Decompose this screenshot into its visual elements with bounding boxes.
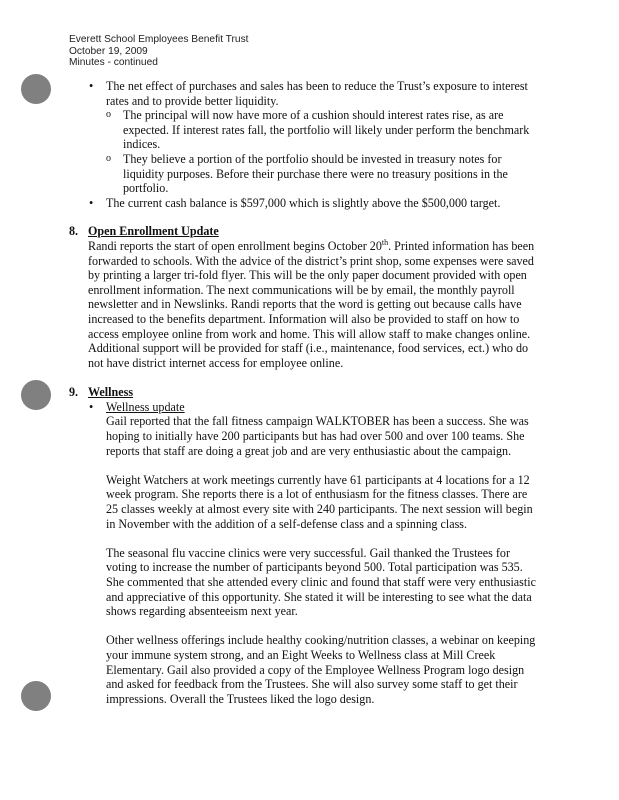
- paragraph-text: . Printed information has been forwarded to schools. With the advice of the district’s print shop, some expenses were saved by printing a larger tri-fold flyer. This will be the only paper document provided with open enrollment information. The next communications will be by email, the monthly payroll newsletter and in Newslinks. Randi reports that the word is getting out because calls have increased to the benefits department. Information will also be provided to staff on how to access employee online from work and home. This will allow staff to make changes online. Additional support will be provided for staff (i.e., maintenance, food services, ect.) who do not have district internet access for employee online.: [88, 238, 535, 370]
- list-item-text: The current cash balance is $597,000 which is slightly above the $500,000 target.: [106, 195, 501, 210]
- list-item: [69, 79, 539, 108]
- bullet-glyph: •: [89, 399, 94, 414]
- paragraph: Gail reported that the fall fitness campaign WALKTOBER has been a success. She was hoping to initially have 200 participants but has had over 500 and over 100 teams. She reports that staff are doing a great job and are very enthusiastic about the campaign.: [106, 414, 529, 458]
- sub-list-item: [69, 108, 539, 152]
- sub-bullet-glyph: o: [106, 109, 111, 121]
- sub-bullet-glyph: o: [106, 152, 111, 164]
- list-item: [69, 400, 539, 415]
- binder-hole: [21, 380, 51, 410]
- subheading: Wellness update: [106, 399, 185, 414]
- bullet-glyph: •: [89, 79, 94, 93]
- section-heading: [69, 385, 539, 400]
- paragraph: Weight Watchers at work meetings currently have 61 participants at 4 locations for a 12 week program. She reports there is a lot of enthusiasm for the fitness classes. There are 25 classes weekly at almost every site with 240 participants. The next session will begin in November with the addition of a self-defense class and a spinning class.: [106, 472, 533, 531]
- header-org: Everett School Employees Benefit Trust: [69, 34, 249, 45]
- paragraph: Other wellness offerings include healthy cooking/nutrition classes, a webinar on keeping your immune system strong, and an Eight Weeks to Wellness class at Mill Creek Elementary. Gail also provided a copy of the Employee Wellness Program logo design and asked for feedback from the Trustees. She will also survey some staff to get their impressions. Overall the Trustees liked the logo design.: [106, 633, 536, 706]
- section-number: 9.: [69, 385, 79, 400]
- header-date: October 19, 2009: [69, 45, 148, 57]
- binder-hole: [21, 74, 51, 104]
- list-item-text: The net effect of purchases and sales has been to reduce the Trust’s exposure to interest rates and to provide better liquidity.: [106, 79, 528, 108]
- section-heading: [69, 224, 539, 239]
- page-header: [69, 34, 249, 69]
- binder-hole: [21, 681, 51, 711]
- sub-list-item-text: The principal will now have more of a cushion should interest rates rise, as are expected. If interest rates fall, the portfolio will likely under perform the benchmark indices.: [123, 108, 530, 152]
- ordinal-suffix: th: [381, 237, 389, 247]
- document-body: [69, 79, 539, 706]
- section-paragraph: [69, 239, 539, 370]
- list-item: [69, 196, 539, 211]
- bullet-glyph: •: [89, 195, 94, 210]
- section-title: Wellness: [88, 385, 134, 400]
- sub-list-item-text: They believe a portion of the portfolio should be invested in treasury notes for liquidity purposes. Before their purchase there were no treasury positions in the portfolio.: [123, 151, 508, 196]
- sub-list-item: [69, 152, 539, 196]
- paragraph: The seasonal flu vaccine clinics were very successful. Gail thanked the Trustees for voting to increase the number of participants beyond 500. Total participation was 535. She commented that she attended every clinic and found that staff were very enthusiastic and appreciative of this opportunity. She stated it will be interesting to see what the data shows regarding absenteeism next year.: [106, 545, 536, 619]
- paragraph-text: Randi reports the start of open enrollment begins October 20: [88, 238, 382, 253]
- header-continued: Minutes - continued: [69, 57, 158, 68]
- section-number: 8.: [69, 224, 79, 239]
- section-title: Open Enrollment Update: [88, 224, 219, 239]
